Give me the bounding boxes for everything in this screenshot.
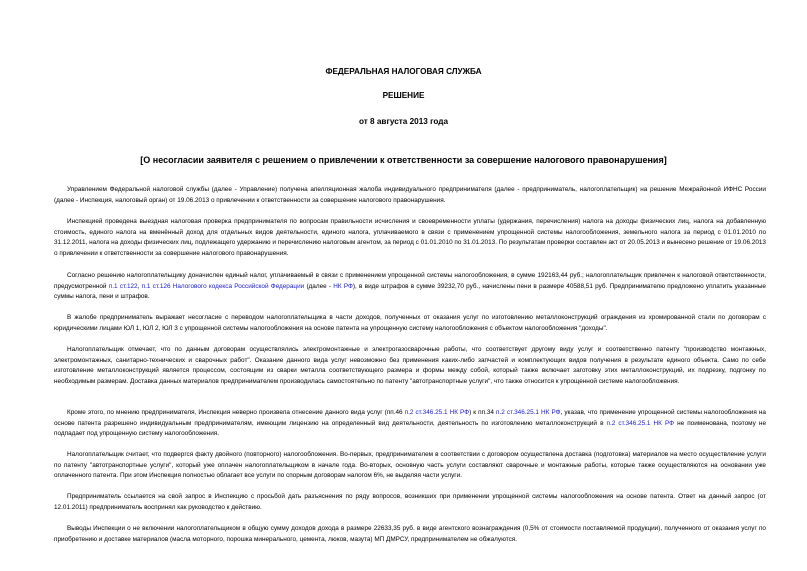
paragraph-6-text-d: не поименована, поэтому не подпадает под упрощенную систему налогообложения.: [54, 419, 766, 438]
document-date: от 8 августа 2013 года: [358, 117, 449, 126]
law-link[interactable]: п.2 ст.346.25.1 НК РФ: [606, 419, 674, 427]
paragraph-6: [54, 408, 766, 440]
paragraph-2: Инспекцией проведена выездная налоговая проверка предпринимателя по вопросам правильности исчисления и своевременности уплаты (удержания, перечисления) налога на доходы физических лиц, налога на добавленную стоимость, единого налога на вменённый доход для отдельных видов деятельности, единого налога, уплачиваемого в связи с применением упрощенной системы налогообложения, земельного налога за период с 01.01.2010 по 31.12.2011, налога на доходы физических лиц, подлежащего удержанию и перечислению налоговым агентом, за период с 01.01.2010 по 31.01.2013. По результатам проверки составлен акт от 20.05.2013 и вынесено решение от 19.06.2013 о привлечении к ответственности за совершение налогового правонарушения.: [54, 218, 766, 257]
paragraph-6-text-c: , указав, что применение упрощенной системы налогообложения на основе патента разрешено индивидуальным предпринимателям, имеющим лицензию на определенный вид деятельности, деятельность по изготовлению металлоконструкций в: [54, 409, 766, 427]
paragraph-3: [54, 271, 766, 303]
paragraph-3-text-b: (далее -: [304, 282, 334, 290]
law-link[interactable]: п.1 ст.126 Налогового кодекса Российской Федерации: [141, 282, 305, 290]
paragraph-4: В жалобе предприниматель выражает несогласие с переводом налогоплательщика в части доходов, полученных от оказания услуг по изготовлению металлоконструкций ограждения из хромированной стали по договорам с юридическими лицами ЮЛ 1, ЮЛ 2, ЮЛ 3 с упрощенной системы налогообложения на основе патента на упрощенную систему налогообложения с объектом налогообложения "доходы".: [54, 314, 766, 332]
law-link[interactable]: НК РФ: [333, 282, 353, 290]
paragraph-6-text-a: Кроме этого, по мнению предпринимателя, Инспекция неверно произвела отнесение данного вида услуг (пп.46: [67, 409, 405, 416]
paragraph-5: Налогоплательщик отмечает, что по данным договорам осуществлялись электромонтажные и электрогазосварочные работы, что соответствует другому виду услуг и соответственно патенту "производство монтажных, электромонтажных, санитарно-технических и сварочных работ". Оказание данного вида услуг невозможно без применения каких-либо запчастей и комплектующих видов получения в результате единого объекта. Само по себе изготовление металлоконструкций является процессом, состоящим из сварки металла соответствующего размера и формы между собой, который также включает заготовку этих металлоконструкций, их подрезку, подгонку по необходимым размерам. Доставка данных материалов предпринимателем производилась самостоятельно по патенту "автотранспортные услуги", что также относится к упрощенной системе налогообложения.: [54, 346, 766, 385]
law-link[interactable]: п.2 ст.346.25.1 НК РФ: [496, 409, 561, 416]
paragraph-9: Выводы Инспекции о не включении налогоплательщиком в общую сумму доходов дохода в размере 22633,35 руб. в виде агентского вознаграждения (0,5% от стоимости поставляемой продукции), полученного от оказания услуг по приобретению и доставке материалов (масла моторного, порошка минерального, цемента, люков, мазута) МП ДМРСУ, предпринимателем не обжалуются.: [54, 525, 766, 543]
paragraph-3-text-c: ), в виде штрафов в сумме 39232,70 руб., начислены пени в размере 40588,51 руб. Предпринимателю предложено уплатить указанные суммы налога, пени и штрафов.: [54, 282, 766, 301]
paragraph-6-text-b: ) к пп.34: [469, 409, 497, 416]
document-subject: [О несогласии заявителя с решением о привлечении к ответственности за совершение налогового правонарушения]: [140, 155, 667, 165]
paragraph-7: Налогоплательщик считает, что подвергся факту двойного (повторного) налогообложения. Во-первых, предпринимателем в соответствии с договором осуществлена доставка (подготовка) материалов на место осуществление услуги по патенту "автотранспортные услуги", который уже оплачен налогоплательщиком в начале года. Во-вторых, основную часть услуги составляют сварочные и монтажные работы, которые также осуществляются на основании уже оплаченного патента. При этом Инспекция полностью облагает все услуги по спорным договорам налогом 6%, не выделяя части услуги.: [54, 451, 766, 480]
agency-title: ФЕДЕРАЛЬНАЯ НАЛОГОВАЯ СЛУЖБА: [325, 67, 482, 76]
law-link[interactable]: п.1 ст.122: [108, 282, 138, 290]
law-link[interactable]: п.2 ст.346.25.1 НК РФ: [404, 409, 470, 416]
paragraph-3-text-a: Согласно решению налогоплательщику доначислен единый налог, уплачиваемый в связи с применением упрощенной системы налогообложения, в сумме 192163,44 руб.; налогоплательщик привлечен к налоговой ответственности, предусмотренной: [54, 272, 766, 290]
paragraph-1: Управлением Федеральной налоговой службы (далее - Управление) получена апелляционная жалоба индивидуального предпринимателя (далее - предприниматель, налогоплательщик) на решение Межрайонной ИФНС России (далее - Инспекция, налоговый орган) от 19.06.2013 о привлечении к ответственности за совершение налогового правонарушения.: [54, 186, 766, 204]
document-type: РЕШЕНИЕ: [382, 91, 425, 100]
paragraph-8: Предприниматель ссылается на свой запрос в Инспекцию с просьбой дать разъяснения по ряду вопросов, возникших при применении упрощенной системы налогообложения на основе патента. Ответ на данный запрос (от 12.01.2011) предприниматель воспринял как руководство к действию.: [54, 493, 766, 511]
separator-text: ,: [137, 282, 142, 290]
